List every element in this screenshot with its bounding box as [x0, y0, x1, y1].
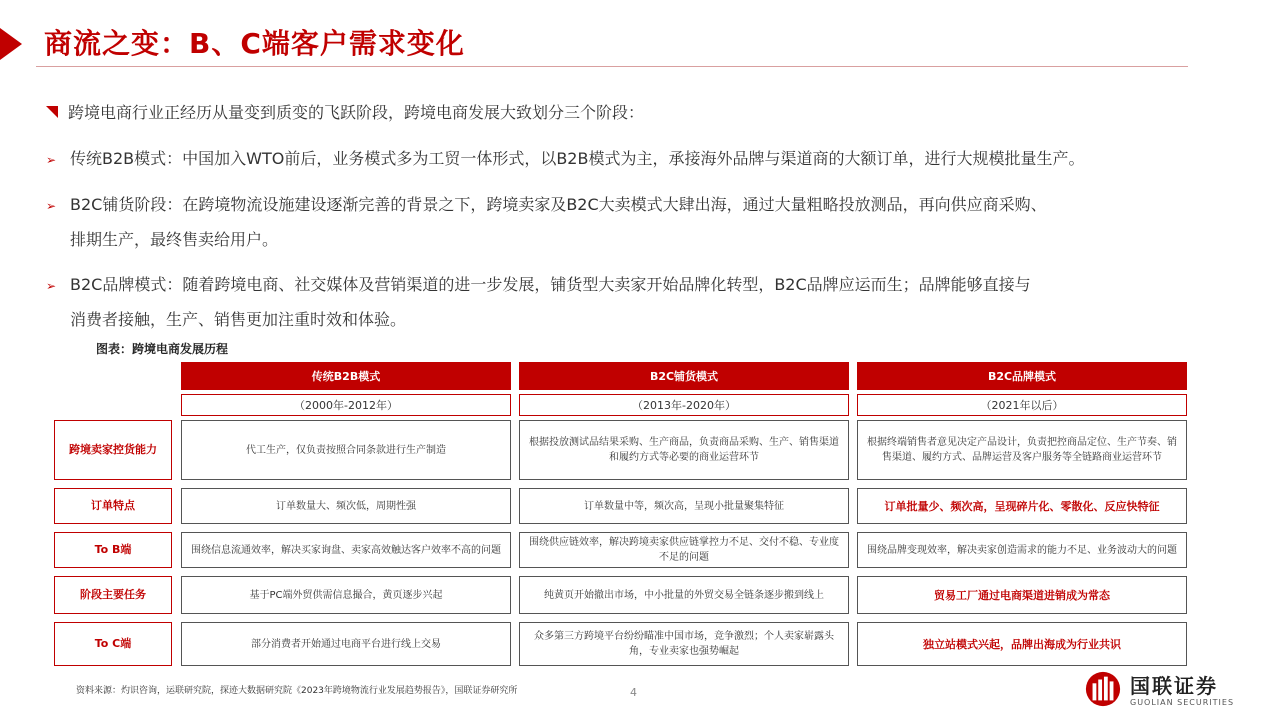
column-period-b2c-distribution: （2013年-2020年）	[519, 394, 849, 416]
column-header-b2b: 传统B2B模式	[181, 362, 511, 390]
table-cell: 部分消费者开始通过电商平台进行线上交易	[181, 622, 511, 666]
intro-text: 跨境电商行业正经历从量变到质变的飞跃阶段，跨境电商发展大致划分三个阶段：	[68, 103, 645, 122]
row-label-to-c: To C端	[54, 622, 172, 666]
table-cell: 众多第三方跨境平台纷纷瞄准中国市场，竞争激烈；个人卖家崭露头角，专业卖家也强势崛起	[519, 622, 849, 666]
bullet-b2b	[46, 142, 1196, 177]
bullet-text-continued: 消费者接触，生产、销售更加注重时效和体验。	[70, 310, 407, 329]
column-period-b2b: （2000年-2012年）	[181, 394, 511, 416]
table-cell: 围绕信息流通效率，解决买家询盘、卖家高效触达客户效率不高的问题	[181, 532, 511, 568]
table-cell: 代工生产，仅负责按照合同条款进行生产制造	[181, 420, 511, 480]
table-cell-highlight: 独立站模式兴起，品牌出海成为行业共识	[857, 622, 1187, 666]
bullet-b2c-distribution	[46, 188, 1196, 257]
bullet-text: 传统B2B模式：中国加入WTO前后，业务模式多为工贸一体形式，以B2B模式为主，承接海外品牌与渠道商的大额订单，进行大规模批量生产。	[70, 149, 1085, 168]
bullet-b2c-brand	[46, 268, 1196, 337]
arrow-bullet-icon: ➢	[46, 153, 57, 167]
row-label-control: 跨境卖家控货能力	[54, 420, 172, 480]
figure-caption: 图表：跨境电商发展历程	[96, 342, 229, 356]
page-number: 4	[630, 686, 637, 699]
company-logo	[1084, 668, 1254, 714]
table-cell: 围绕品牌变现效率，解决卖家创造需求的能力不足、业务波动大的问题	[857, 532, 1187, 568]
table-cell: 围绕供应链效率，解决跨境卖家供应链掌控力不足、交付不稳、专业度不足的问题	[519, 532, 849, 568]
arrow-bullet-icon: ➢	[46, 199, 57, 213]
table-cell: 订单数量大、频次低，周期性强	[181, 488, 511, 524]
table-cell: 根据投放测试品结果采购、生产商品，负责商品采购、生产、销售渠道和履约方式等必要的商业运营环节	[519, 420, 849, 480]
table-cell: 订单数量中等，频次高，呈现小批量聚集特征	[519, 488, 849, 524]
table-cell: 纯黄页开始撤出市场，中小批量的外贸交易全链条逐步搬到线上	[519, 576, 849, 614]
title-divider	[36, 66, 1188, 67]
table-cell: 基于PC端外贸供需信息撮合，黄页逐步兴起	[181, 576, 511, 614]
logo-mark-icon	[1084, 670, 1122, 708]
column-header-b2c-brand: B2C品牌模式	[857, 362, 1187, 390]
logo-english: GUOLIAN SECURITIES	[1130, 698, 1235, 707]
bullet-text-continued: 排期生产，最终售卖给用户。	[70, 230, 279, 249]
bullet-text: B2C铺货阶段：在跨境物流设施建设逐渐完善的背景之下，跨境卖家及B2C大卖模式大肆出海，通过大量粗略投放测品，再向供应商采购、	[70, 195, 1047, 214]
title-marker-icon	[0, 28, 22, 60]
bullet-text: B2C品牌模式：随着跨境电商、社交媒体及营销渠道的进一步发展，铺货型大卖家开始品牌化转型，B2C品牌应运而生；品牌能够直接与	[70, 275, 1031, 294]
arrow-bullet-icon: ➢	[46, 279, 57, 293]
table-cell: 根据终端销售者意见决定产品设计，负责把控商品定位、生产节奏、销售渠道、履约方式、品牌运营及客户服务等全链路商业运营环节	[857, 420, 1187, 480]
row-label-to-b: To B端	[54, 532, 172, 568]
page-title: 商流之变：B、C端客户需求变化	[44, 27, 465, 60]
row-label-orders: 订单特点	[54, 488, 172, 524]
column-period-b2c-brand: （2021年以后）	[857, 394, 1187, 416]
column-header-b2c-distribution: B2C铺货模式	[519, 362, 849, 390]
intro-line	[46, 100, 644, 123]
logo-name: 国联证券	[1130, 674, 1218, 698]
table-cell-highlight: 贸易工厂通过电商渠道进销成为常态	[857, 576, 1187, 614]
source-note: 资料来源：灼识咨询，运联研究院，探迹大数据研究院《2023年跨境物流行业发展趋势报告》，国联证券研究所	[76, 686, 518, 696]
corner-marker-icon	[46, 106, 58, 118]
row-label-tasks: 阶段主要任务	[54, 576, 172, 614]
table-cell-highlight: 订单批量少、频次高，呈现碎片化、零散化、反应快特征	[857, 488, 1187, 524]
